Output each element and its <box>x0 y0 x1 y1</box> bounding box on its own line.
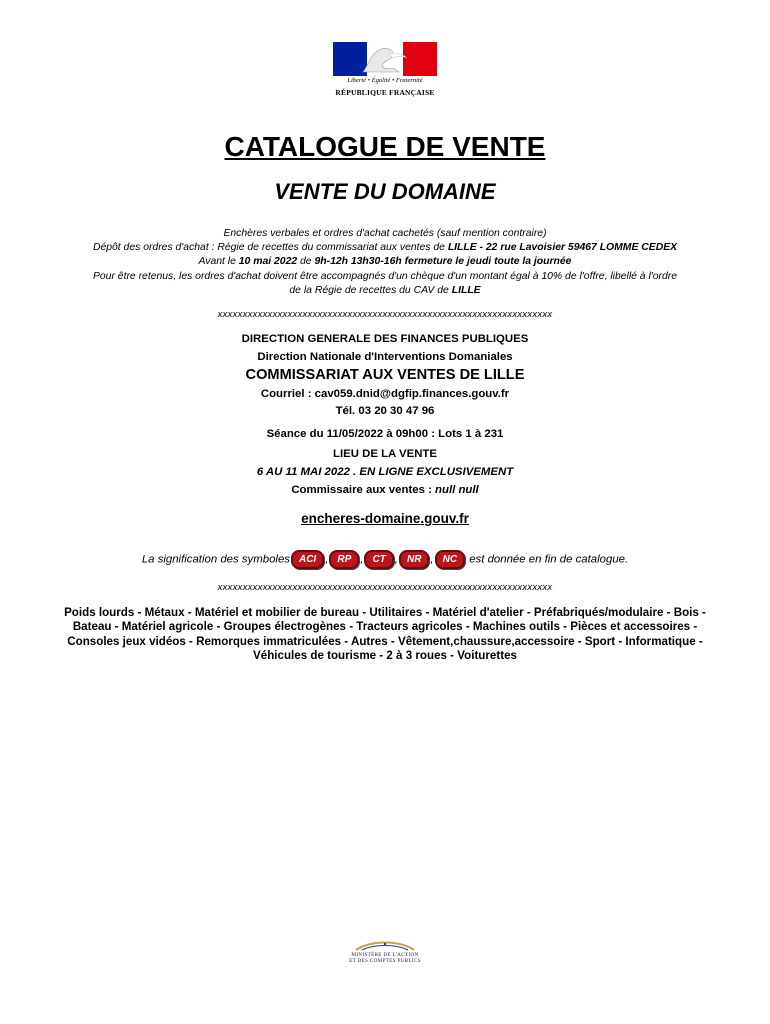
symbols-suffix: est donnée en fin de catalogue. <box>466 553 629 566</box>
ministry-arc-icon <box>352 938 418 952</box>
separator-bottom: xxxxxxxxxxxxxxxxxxxxxxxxxxxxxxxxxxxxxxxxxxxxxxxxxxxxxxxxxxxxxxxxxxx <box>217 582 553 593</box>
sale-conditions <box>40 227 730 298</box>
badge-nr: NR <box>399 550 429 569</box>
separator-top: xxxxxxxxxxxxxxxxxxxxxxxxxxxxxxxxxxxxxxxxxxxxxxxxxxxxxxxxxxxxxxxxxxx <box>217 309 553 320</box>
conditions-line-2: Dépôt des ordres d'achat : Régie de recettes du commissariat aux ventes de LILLE - 22 rue Lavoisier 59467 LOMME CEDEX <box>92 242 678 254</box>
contact-email: Courriel : cav059.dnid@dgfip.finances.gouv.fr <box>260 388 510 400</box>
ministry-logo <box>330 938 440 978</box>
auctioneer-label: Commissaire aux ventes : <box>291 484 436 496</box>
republique-francaise-text: RÉPUBLIQUE FRANÇAISE <box>335 88 435 97</box>
session-info: Séance du 11/05/2022 à 09h00 : Lots 1 à 231 <box>266 428 504 440</box>
symbols-prefix: La signification des symboles <box>141 553 290 566</box>
auctioneer-line <box>0 484 770 496</box>
conditions-line-4: Pour être retenus, les ordres d'achat doivent être accompagnés d'un chèque d'un montant égal à 10% de l'offre, libellé à l'ordre <box>92 270 678 282</box>
motto-text: Liberté • Égalité • Fraternité <box>347 77 423 84</box>
symbols-legend: La signification des symboles ACI , RP , CT , NR , NC est donnée en fin de catalogue. <box>0 550 770 569</box>
badge-nc: NC <box>435 550 465 569</box>
ministry-name: MINISTÈRE DE L'ACTION ET DES COMPTES PUBLICS <box>349 952 421 965</box>
badge-ct: CT <box>364 550 393 569</box>
page-subtitle: VENTE DU DOMAINE <box>274 179 496 204</box>
badge-aci: ACI <box>291 550 324 569</box>
conditions-line-3: Avant le 10 mai 2022 de 9h-12h 13h30-16h fermeture le jeudi toute la journée <box>198 256 572 268</box>
conditions-line-1: Enchères verbales et ordres d'achat cachetés (sauf mention contraire) <box>223 228 547 239</box>
auctioneer-value: null null <box>435 484 479 496</box>
website-link[interactable]: encheres-domaine.gouv.fr <box>301 511 469 526</box>
badge-rp: RP <box>329 550 359 569</box>
sale-location-value: 6 AU 11 MAI 2022 . EN LIGNE EXCLUSIVEMENT <box>256 466 514 478</box>
page-title: CATALOGUE DE VENTE <box>224 131 546 162</box>
direction-generale: DIRECTION GENERALE DES FINANCES PUBLIQUES <box>241 333 529 345</box>
sale-location-label: LIEU DE LA VENTE <box>332 448 437 460</box>
marianne-flag-icon <box>333 42 437 76</box>
contact-phone: Tél. 03 20 30 47 96 <box>335 405 435 417</box>
commissariat-name: COMMISSARIAT AUX VENTES DE LILLE <box>245 367 525 383</box>
direction-nationale: Direction Nationale d'Interventions Domaniales <box>257 351 513 363</box>
conditions-line-5: de la Régie de recettes du CAV de LILLE <box>289 284 481 296</box>
republique-francaise-logo <box>330 40 440 102</box>
item-categories: Poids lourds - Métaux - Matériel et mobilier de bureau - Utilitaires - Matériel d'atelier - Préfabriqués/modulaire - Bois - Bateau - Matériel agricole - Groupes électrogènes - Tracteurs agricoles - Machines outils - Pièces et accessoires - Consoles jeux vidéos - Remorques immatriculées - Autres - Vêtement,chaussure,accessoire - Sport - Informatique - Véhicules de tourisme - 2 à 3 roues - Voiturettes <box>64 606 706 663</box>
